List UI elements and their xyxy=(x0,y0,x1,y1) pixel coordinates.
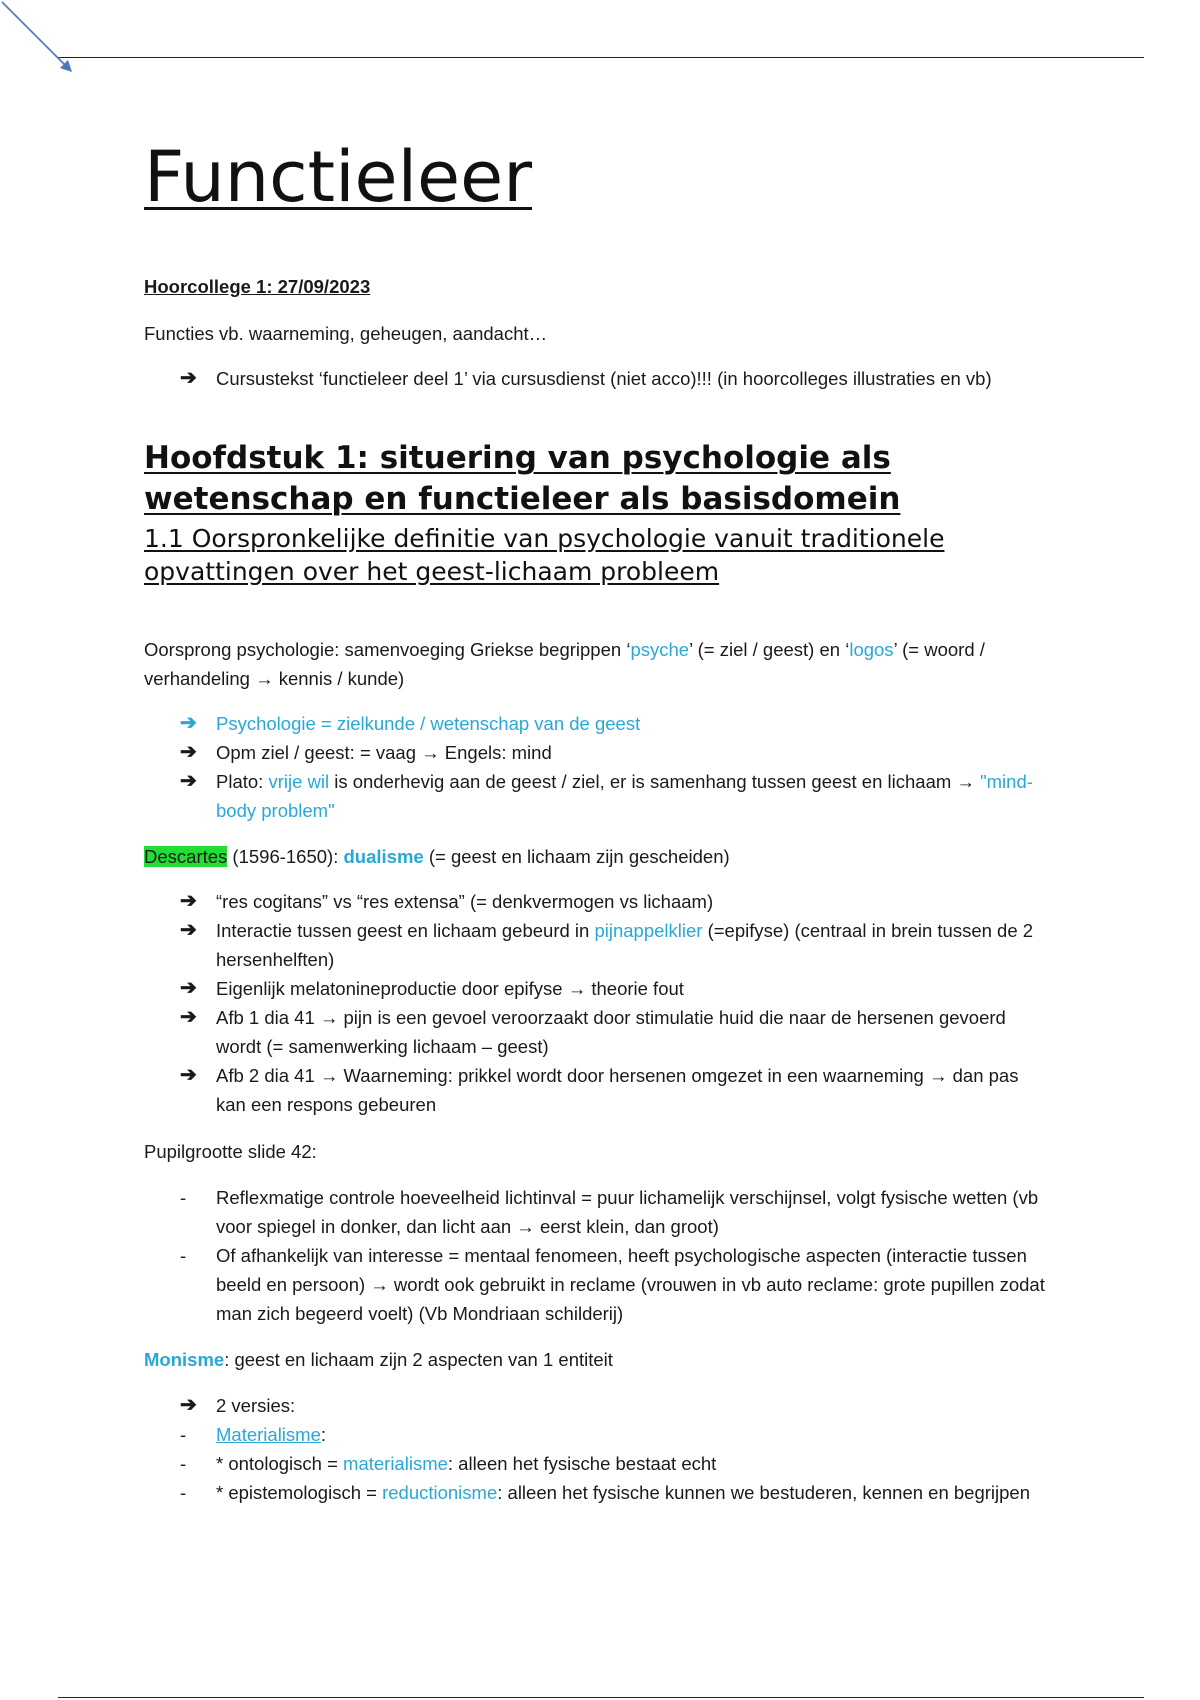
origin-paragraph: Oorsprong psychologie: samenvoeging Griekse begrippen ‘psyche’ (= ziel / geest) en ‘logos’ (= woord / verhandeling → kennis / kunde) xyxy=(144,639,985,689)
arrow-icon: ➔ xyxy=(180,1006,197,1028)
list-item: - * epistemologisch = reductionisme: alleen het fysische kunnen we bestuderen, kennen en begrijpen xyxy=(144,1478,1049,1507)
lecture-heading: Hoorcollege 1: 27/09/2023 xyxy=(144,276,371,297)
list-item: ➔ Psychologie = zielkunde / wetenschap van de geest xyxy=(144,709,1049,738)
arrow-icon: ➔ xyxy=(180,741,197,763)
list-item: ➔ Afb 1 dia 41 → pijn is een gevoel veroorzaakt door stimulatie huid die naar de hersenen gevoerd wordt (= samenwerking lichaam – geest) xyxy=(144,1003,1049,1061)
arrow-icon: ➔ xyxy=(180,1064,197,1086)
list-item: - * ontologisch = materialisme: alleen het fysische bestaat echt xyxy=(144,1449,1049,1478)
arrow-icon: ➔ xyxy=(180,1394,197,1416)
header-rule xyxy=(58,57,1144,58)
pupil-list xyxy=(144,1183,1049,1328)
list-item: ➔ “res cogitans” vs “res extensa” (= denkvermogen vs lichaam) xyxy=(144,887,1049,916)
term-monisme: Monisme xyxy=(144,1349,225,1370)
list-item: ➔ Afb 2 dia 41 → Waarneming: prikkel wordt door hersenen omgezet in een waarneming → dan pas kan een respons gebeuren xyxy=(144,1061,1049,1119)
arrow-icon: ➔ xyxy=(180,367,197,389)
dash-marker: - xyxy=(180,1453,187,1474)
arrow-icon: ➔ xyxy=(180,890,197,912)
list-item: ➔ Cursustekst ‘functieleer deel 1’ via cursusdienst (niet acco)!!! (in hoorcolleges illustraties en vb) xyxy=(144,364,1049,393)
descartes-list xyxy=(144,887,1049,1119)
corner-arrow-icon xyxy=(0,0,80,80)
footer-rule xyxy=(58,1697,1144,1698)
pupil-heading: Pupilgrootte slide 42: xyxy=(144,1141,317,1162)
term-vrije-wil: vrije wil xyxy=(268,771,330,792)
psychology-list xyxy=(144,709,1049,825)
monisme-paragraph: Monisme: geest en lichaam zijn 2 aspecten van 1 entiteit xyxy=(144,1349,613,1370)
list-item: - Materialisme: xyxy=(144,1420,1049,1449)
dash-marker: - xyxy=(180,1482,187,1503)
section-heading: 1.1 Oorspronkelijke definitie van psychologie vanuit traditionele opvattingen over het geest-lichaam probleem xyxy=(144,524,945,586)
list-item: ➔ Plato: vrije wil is onderhevig aan de geest / ziel, er is samenhang tussen geest en lichaam → "mind-body problem" xyxy=(144,767,1049,825)
term-logos: logos xyxy=(849,639,894,660)
term-materialisme: materialisme xyxy=(343,1453,448,1474)
dash-marker: - xyxy=(180,1245,187,1266)
term-dualisme: dualisme xyxy=(343,846,424,867)
list-item: ➔ Eigenlijk melatonineproductie door epifyse → theorie fout xyxy=(144,974,1049,1003)
term-psyche: psyche xyxy=(630,639,690,660)
term-materialisme-link: Materialisme xyxy=(216,1424,321,1445)
term-pijnappelklier: pijnappelklier xyxy=(594,920,703,941)
arrow-icon: ➔ xyxy=(180,919,197,941)
descartes-paragraph: Descartes (1596-1650): dualisme (= geest en lichaam zijn gescheiden) xyxy=(144,846,730,867)
arrow-icon: ➔ xyxy=(180,770,197,792)
term-reductionisme: reductionisme xyxy=(382,1482,498,1503)
term-mind-body-problem: "mind-body problem" xyxy=(216,771,1033,821)
list-item: ➔ Opm ziel / geest: = vaag → Engels: mind xyxy=(144,738,1049,767)
term-descartes: Descartes xyxy=(144,846,228,867)
dash-marker: - xyxy=(180,1187,187,1208)
arrow-icon: ➔ xyxy=(180,977,197,999)
dash-marker: - xyxy=(180,1424,187,1445)
list-item: - Of afhankelijk van interesse = mentaal fenomeen, heeft psychologische aspecten (interactie tussen beeld en persoon) → wordt ook gebruikt in reclame (vrouwen in vb auto reclame: grote pupillen zodat man zich begeerd voelt) (Vb Mondriaan schilderij) xyxy=(144,1241,1049,1328)
list-item: ➔ Interactie tussen geest en lichaam gebeurd in pijnappelklier (=epifyse) (centraal in brein tussen de 2 hersenhelften) xyxy=(144,916,1049,974)
document-title: Functieleer xyxy=(144,136,532,218)
chapter-heading: Hoofdstuk 1: situering van psychologie als wetenschap en functieleer als basisdomein xyxy=(144,440,901,517)
monisme-list xyxy=(144,1391,1049,1507)
arrow-icon: ➔ xyxy=(180,712,197,734)
list-item: ➔ 2 versies: xyxy=(144,1391,1049,1420)
course-note-list xyxy=(144,364,1049,393)
list-item: - Reflexmatige controle hoeveelheid lichtinval = puur lichamelijk verschijnsel, volgt fysische wetten (vb voor spiegel in donker, dan licht aan → eerst klein, dan groot) xyxy=(144,1183,1049,1241)
functions-paragraph: Functies vb. waarneming, geheugen, aandacht… xyxy=(144,323,548,344)
